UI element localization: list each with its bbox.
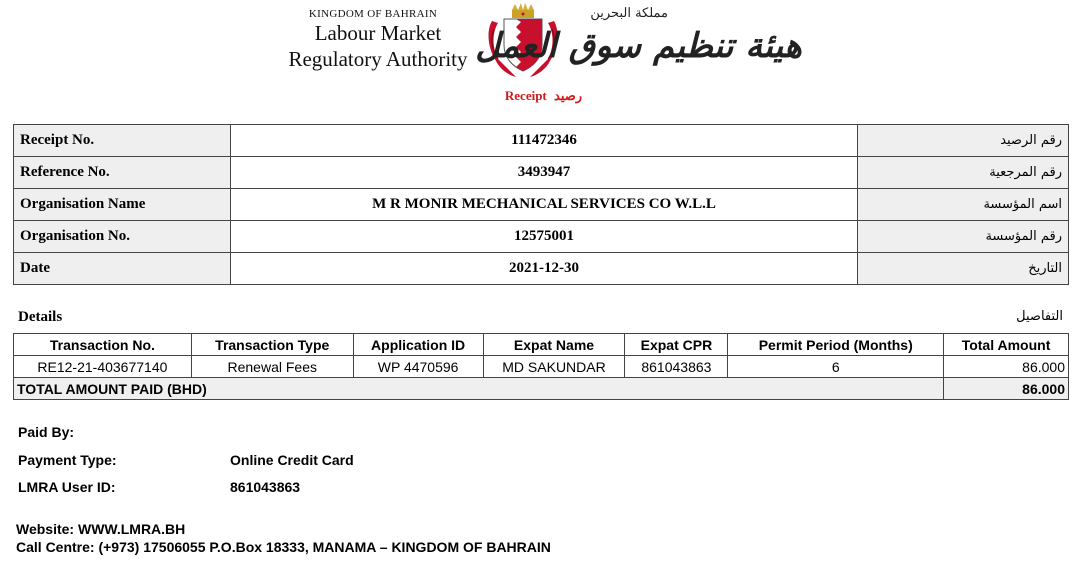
paid-by-label: Paid By: — [18, 424, 75, 440]
receipt-title-arabic: رصيد — [554, 88, 583, 103]
transaction-type-cell: Renewal Fees — [191, 356, 353, 378]
payment-type-value: Online Credit Card — [230, 452, 354, 468]
info-label-arabic: رقم الرصيد — [858, 125, 1069, 157]
info-value: M R MONIR MECHANICAL SERVICES CO W.L.L — [231, 189, 858, 221]
info-row-organisation-name — [14, 189, 1069, 221]
authority-line-2: Regulatory Authority — [288, 47, 468, 71]
receipt-title-english: Receipt — [504, 88, 547, 103]
info-label-arabic: رقم المؤسسة — [858, 221, 1069, 253]
expat-name-cell: MD SAKUNDAR — [483, 356, 625, 378]
column-header: Total Amount — [944, 334, 1069, 356]
info-label-arabic: رقم المرجعية — [858, 157, 1069, 189]
total-value: 86.000 — [944, 378, 1069, 400]
info-label-arabic: التاريخ — [858, 253, 1069, 285]
column-header: Transaction No. — [14, 334, 192, 356]
footer-website: Website: WWW.LMRA.BH — [16, 521, 186, 537]
info-row-date — [14, 253, 1069, 285]
info-value: 3493947 — [231, 157, 858, 189]
info-label: Receipt No. — [14, 125, 231, 157]
authority-line-1: Labour Market — [314, 21, 442, 45]
application-id-cell: WP 4470596 — [353, 356, 483, 378]
info-value: 111472346 — [231, 125, 858, 157]
info-row-reference-no — [14, 157, 1069, 189]
total-amount-cell: 86.000 — [944, 356, 1069, 378]
total-label: TOTAL AMOUNT PAID (BHD) — [14, 378, 944, 400]
column-header: Transaction Type — [191, 334, 353, 356]
user-id-value: 861043863 — [230, 479, 301, 495]
column-header: Expat CPR — [625, 334, 728, 356]
authority-name-english — [278, 8, 478, 72]
authority-name-arabic — [475, 4, 808, 74]
arabic-kingdom-label: مملكة البحرين — [590, 6, 668, 21]
table-row — [14, 356, 1069, 378]
info-label: Organisation Name — [14, 189, 231, 221]
payment-type-label: Payment Type: — [18, 452, 117, 468]
transactions-table — [13, 333, 1069, 400]
info-label: Date — [14, 253, 231, 285]
info-row-organisation-no — [14, 221, 1069, 253]
info-row-receipt-no — [14, 125, 1069, 157]
column-header: Expat Name — [483, 334, 625, 356]
info-value: 12575001 — [231, 221, 858, 253]
info-label: Reference No. — [14, 157, 231, 189]
footer-call-centre: Call Centre: (+973) 17506055 P.O.Box 18333, MANAMA – KINGDOM OF BAHRAIN — [16, 539, 551, 555]
info-label-arabic: اسم المؤسسة — [858, 189, 1069, 221]
transaction-no-cell: RE12-21-403677140 — [14, 356, 192, 378]
total-row — [14, 378, 1069, 400]
expat-cpr-cell: 861043863 — [625, 356, 728, 378]
column-header: Permit Period (Months) — [728, 334, 944, 356]
arabic-authority-name: هيئة تنظيم سوق العمل — [475, 26, 802, 66]
receipt-info-table — [13, 124, 1069, 285]
details-heading: Details — [18, 309, 63, 325]
permit-period-cell: 6 — [728, 356, 944, 378]
table-header-row — [14, 334, 1069, 356]
column-header: Application ID — [353, 334, 483, 356]
kingdom-label: KINGDOM OF BAHRAIN — [308, 8, 438, 20]
receipt-title — [0, 88, 1087, 104]
info-label: Organisation No. — [14, 221, 231, 253]
details-heading-arabic: التفاصيل — [1016, 309, 1063, 324]
info-value: 2021-12-30 — [231, 253, 858, 285]
user-id-label: LMRA User ID: — [18, 479, 116, 495]
